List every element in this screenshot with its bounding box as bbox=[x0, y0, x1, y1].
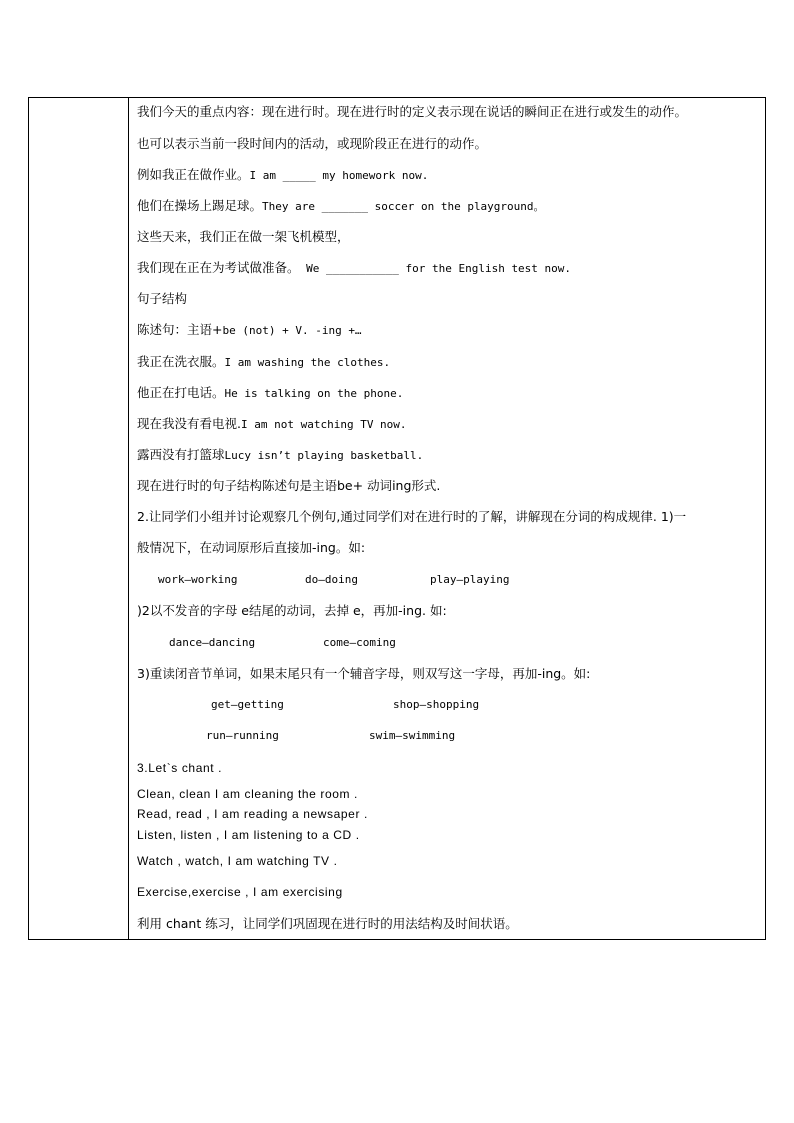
example-word: get—getting bbox=[211, 698, 284, 711]
example-word: swim—swimming bbox=[369, 729, 456, 742]
example-word: shop—shopping bbox=[393, 698, 480, 711]
example-line: 我们现在正在为考试做准备。 We ___________ for the English test now. bbox=[137, 260, 572, 275]
example-line: 现在我没有看电视.I am not watching TV now. bbox=[137, 416, 407, 431]
structure-line: 陈述句：主语+be (not) + V. -ing +… bbox=[137, 322, 362, 337]
chant-line: Watch , watch, I am watching TV . bbox=[137, 854, 338, 868]
text-line: 3)重读闭音节单词，如果末尾只有一个辅音字母，则双写这一字母，再加-ing。如: bbox=[137, 666, 591, 681]
text-line: 也可以表示当前一段时间内的活动，或现阶段正在进行的动作。 bbox=[137, 136, 488, 151]
text-line: 我们今天的重点内容：现在进行时。现在进行时的定义表示现在说话的瞬间正在进行或发生的动作。 bbox=[137, 104, 688, 119]
text-line: 般情况下，在动词原形后直接加-ing。如: bbox=[137, 540, 366, 555]
example-line: 他们在操场上踢足球。They are _______ soccer on the playground。 bbox=[137, 198, 545, 213]
example-word: dance—dancing bbox=[169, 636, 256, 649]
example-word: play—playing bbox=[430, 573, 510, 586]
chant-line: Listen, listen , I am listening to a CD . bbox=[137, 828, 360, 842]
text-line: 这些天来，我们正在做一架飞机模型， bbox=[137, 229, 350, 244]
example-line: 例如我正在做作业。I am _____ my homework now. bbox=[137, 167, 429, 182]
example-line: 他正在打电话。He is talking on the phone. bbox=[137, 385, 404, 400]
text-line: 利用 chant 练习，让同学们巩固现在进行时的用法结构及时间状语。 bbox=[137, 916, 518, 931]
example-line: 我正在洗衣服。I am washing the clothes. bbox=[137, 354, 391, 369]
chant-line: Exercise,exercise , I am exercising bbox=[137, 885, 343, 899]
text-line: 现在进行时的句子结构陈述句是主语be+ 动词ing形式. bbox=[137, 478, 441, 493]
lesson-table bbox=[28, 97, 766, 940]
text-line: )2以不发音的字母 e结尾的动词，去掉 e，再加-ing. 如: bbox=[137, 603, 447, 618]
chant-line: Read, read , I am reading a newsaper . bbox=[137, 807, 368, 821]
text-line: 2.让同学们小组并讨论观察几个例句,通过同学们对在进行时的了解，讲解现在分词的构成规律. 1)一 bbox=[137, 509, 687, 524]
example-word: work—working bbox=[158, 573, 238, 586]
example-word: come—coming bbox=[323, 636, 396, 649]
chant-line: Clean, clean I am cleaning the room . bbox=[137, 787, 358, 801]
example-word: run—running bbox=[206, 729, 279, 742]
column-divider bbox=[128, 98, 129, 939]
section-heading: 句子结构 bbox=[137, 291, 188, 306]
section-heading: 3.Let`s chant . bbox=[137, 761, 223, 775]
example-word: do—doing bbox=[305, 573, 358, 586]
example-line: 露西没有打篮球Lucy isn’t playing basketball. bbox=[137, 447, 424, 462]
